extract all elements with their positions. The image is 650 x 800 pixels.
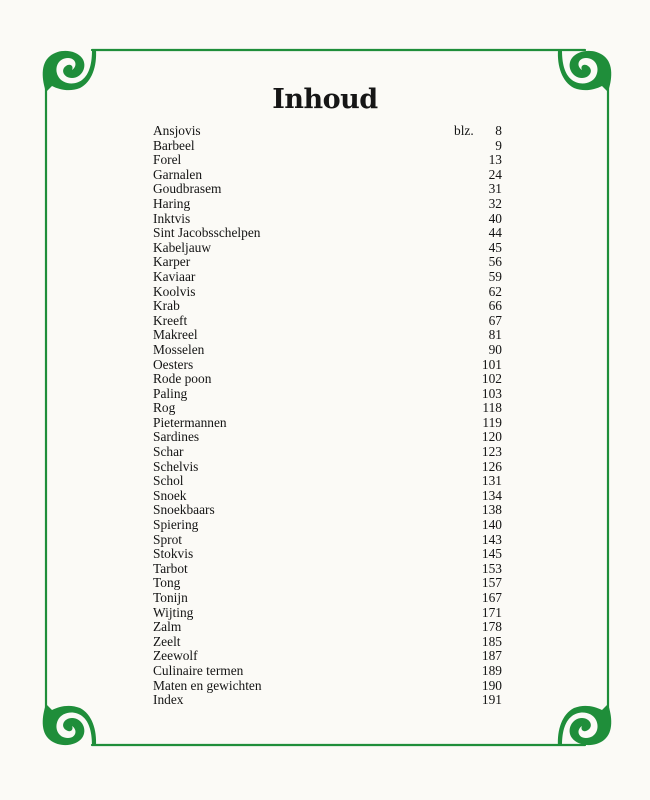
toc-entry [153, 358, 502, 373]
toc-entry-page: 81 [488, 327, 502, 343]
toc-entry [153, 430, 502, 445]
toc-entry-page: 24 [488, 166, 502, 182]
toc-entry-page: 59 [488, 268, 502, 284]
toc-entry-page: 153 [481, 560, 502, 576]
toc-entry-page: 171 [481, 604, 502, 620]
toc-entry-page: 13 [488, 152, 502, 168]
toc-entry-name: Schelvis [153, 458, 199, 474]
toc-entry-page: 32 [488, 195, 502, 211]
toc-entry-page: 44 [488, 225, 502, 241]
toc-entry [153, 547, 502, 562]
toc-entry-name: Goudbrasem [153, 181, 222, 197]
toc-entry-page: 191 [481, 692, 502, 708]
toc-entry-name: Zeewolf [153, 648, 198, 664]
toc-entry-page: 157 [481, 575, 502, 591]
toc-entry-page: 9 [495, 137, 502, 153]
toc-entry [153, 270, 502, 285]
toc-entry-page: 90 [488, 341, 502, 357]
toc-entry-page: 187 [481, 648, 502, 664]
toc-entry [153, 139, 502, 154]
toc-entry [153, 664, 502, 679]
toc-entry-name: Paling [153, 385, 188, 401]
toc-entry [153, 679, 502, 694]
toc-entry [153, 503, 502, 518]
toc-entry [153, 197, 502, 212]
page-column-label: blz. [454, 123, 474, 138]
toc-entry-page: 131 [481, 473, 502, 489]
toc-entry [153, 533, 502, 548]
toc-entry [153, 562, 502, 577]
toc-entry [153, 518, 502, 533]
toc-entry-name: Inktvis [153, 210, 191, 226]
toc-entry-name: Rog [153, 400, 176, 416]
toc-entry [153, 416, 502, 431]
toc-entry-page: 185 [481, 633, 502, 649]
toc-entry-page: 143 [481, 531, 502, 547]
toc-entry-name: Kabeljauw [153, 239, 212, 255]
toc-entry-page: 66 [488, 298, 502, 314]
toc-entry-page: 119 [482, 414, 502, 430]
toc-entry-name: Sprot [153, 531, 183, 547]
toc-entry-page: 167 [481, 590, 502, 605]
toc-entry-name: Sint Jacobsschelpen [153, 225, 261, 241]
toc-entry-page: 138 [481, 502, 502, 518]
toc-entry [153, 576, 502, 591]
toc-entry-page: 189 [481, 662, 502, 678]
toc-entry-name: Mosselen [153, 341, 205, 357]
toc-entry-name: Haring [153, 195, 191, 211]
toc-entry [153, 635, 502, 650]
toc-entry [153, 489, 502, 504]
toc-entry-name: Garnalen [153, 166, 203, 182]
toc-entry-page: 45 [488, 239, 502, 255]
toc-entry-page: 56 [488, 254, 502, 270]
toc-entry [153, 285, 502, 300]
toc-entry-page: 190 [481, 677, 502, 693]
toc-entry-name: Pietermannen [153, 414, 227, 430]
toc-entry-page: 8 [495, 123, 502, 138]
toc-entry [153, 328, 502, 343]
toc-entry [153, 591, 502, 606]
toc-entry-name: Tonijn [153, 590, 188, 605]
toc-entry-name: Kaviaar [153, 268, 196, 284]
toc-entry [153, 401, 502, 416]
toc-entry-name: Krab [153, 298, 180, 314]
toc-entry-page: 123 [481, 444, 502, 460]
toc-entry-name: Kreeft [153, 312, 188, 328]
toc-entry [153, 649, 502, 664]
toc-entry-name: Tarbot [153, 560, 188, 576]
toc-entry-page: 102 [481, 371, 502, 387]
toc-entry-name: Koolvis [153, 283, 196, 299]
toc-entry-name: Spiering [153, 517, 199, 533]
corner-ornament-bottom-left [43, 704, 96, 746]
toc-entry-name: Karper [153, 254, 191, 270]
toc-entry-page: 118 [482, 400, 502, 416]
toc-entry-page: 140 [481, 517, 502, 533]
toc-entry [153, 168, 502, 183]
toc-entry [153, 182, 502, 197]
toc-entry-name: Zeelt [153, 633, 181, 649]
toc-entry-page: 67 [488, 312, 502, 328]
toc-entry-name: Tong [153, 575, 181, 591]
toc-entry [153, 693, 502, 708]
toc-entry [153, 343, 502, 358]
toc-entry [153, 474, 502, 489]
corner-ornament-bottom-right [558, 704, 611, 746]
toc-entry-name: Culinaire termen [153, 662, 244, 678]
toc-entry [153, 153, 502, 168]
toc-entry-name: Wijting [153, 604, 194, 620]
toc-entry-page: 145 [481, 546, 502, 562]
toc-entry-name: Zalm [153, 619, 182, 635]
toc-entry [153, 299, 502, 314]
toc-entry-name: Oesters [153, 356, 194, 372]
toc-entry-name: Rode poon [153, 371, 212, 387]
toc-entry [153, 226, 502, 241]
toc-entry [153, 460, 502, 475]
toc-entry-name: Forel [153, 152, 182, 168]
toc-entry-page: 134 [481, 487, 502, 503]
toc-entry-name: Snoek [153, 487, 187, 503]
toc-entry-page: 103 [481, 385, 502, 401]
toc-entry-page: 31 [488, 181, 502, 197]
toc-entry-page: 40 [488, 210, 502, 226]
toc-entry-page: 120 [481, 429, 502, 445]
toc-entry-name: Ansjovis [153, 123, 201, 138]
toc-entry-name: Schar [153, 444, 184, 460]
toc-entry [153, 387, 502, 402]
toc-entry [153, 124, 502, 139]
toc-entry-page: 101 [481, 356, 502, 372]
toc-entry-name: Maten en gewichten [153, 677, 262, 693]
toc-entry-page: 178 [481, 619, 502, 635]
toc-entry-name: Schol [153, 473, 184, 489]
toc-entry-page: 126 [481, 458, 502, 474]
toc-entry-name: Snoekbaars [153, 502, 215, 518]
toc-entry [153, 445, 502, 460]
toc-entry [153, 255, 502, 270]
page-title: Inhoud [272, 84, 378, 115]
toc-entry-name: Makreel [153, 327, 198, 343]
toc-entry [153, 314, 502, 329]
toc-entry [153, 241, 502, 256]
table-of-contents [153, 124, 502, 708]
toc-entry-name: Stokvis [153, 546, 194, 562]
toc-entry [153, 372, 502, 387]
toc-entry [153, 606, 502, 621]
toc-entry-page: 62 [488, 283, 502, 299]
toc-entry [153, 212, 502, 227]
toc-entry [153, 620, 502, 635]
toc-entry-name: Index [153, 692, 184, 708]
toc-entry-name: Barbeel [153, 137, 195, 153]
toc-entry-name: Sardines [153, 429, 200, 445]
